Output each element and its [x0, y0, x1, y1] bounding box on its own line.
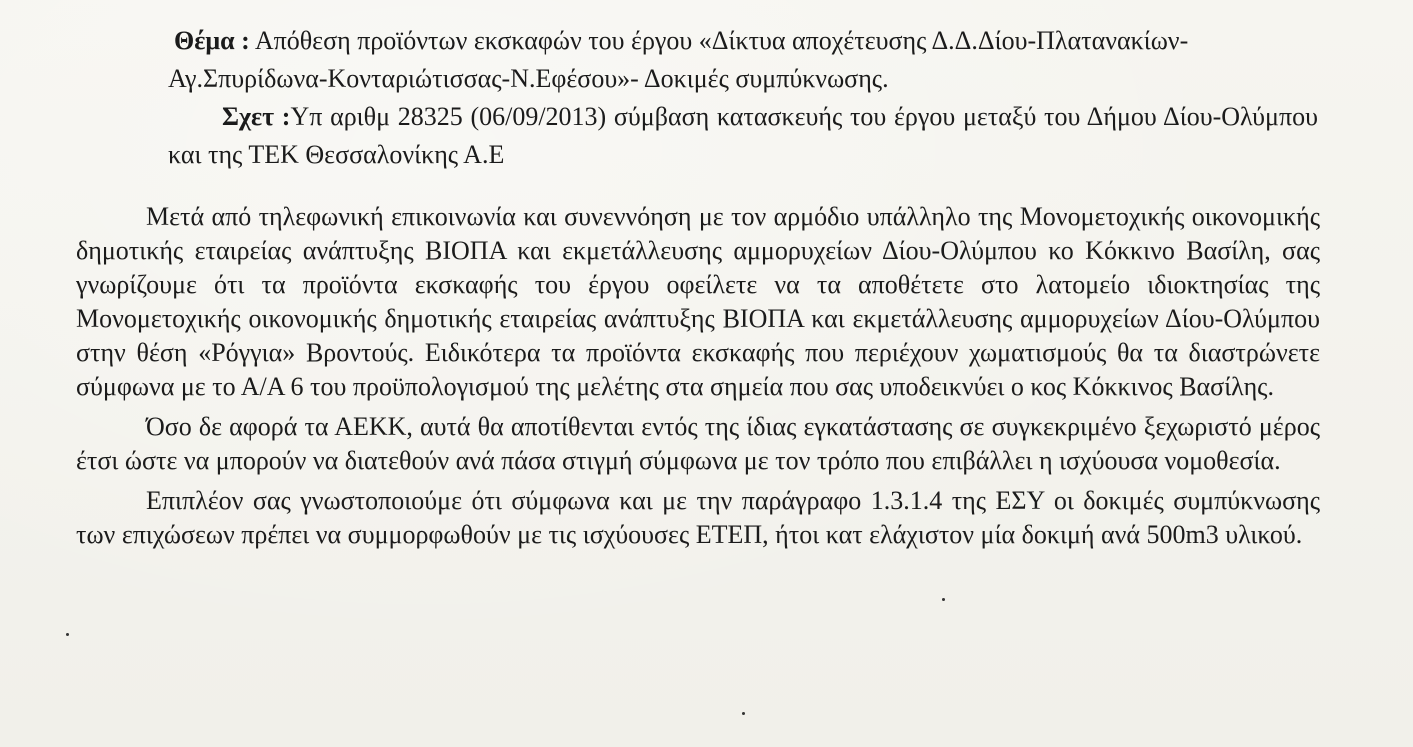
letter-body	[76, 200, 1320, 558]
subject-header	[168, 22, 1318, 174]
reference-label: Σχετ :	[222, 102, 291, 131]
subject-line	[168, 22, 1318, 98]
scan-speck	[66, 633, 69, 636]
body-paragraph-2: Όσο δε αφορά τα ΑΕΚΚ, αυτά θα αποτίθενται εντός της ίδιας εγκατάστασης σε συγκεκριμένο ξεχωριστό μέρος έτσι ώστε να μπορούν να διατεθούν ανά πάσα στιγμή σύμφωνα με τον τρόπο που επιβάλλει η ισχύουσα νομοθεσία.	[76, 412, 1320, 475]
scan-speck	[942, 598, 945, 601]
scan-speck	[742, 712, 745, 715]
subject-label: Θέμα :	[174, 26, 250, 55]
reference-line	[168, 98, 1318, 174]
reference-text: Υπ αριθμ 28325 (06/09/2013) σύμβαση κατασκευής του έργου μεταξύ του Δήμου Δίου-Ολύμπου και της ΤΕΚ Θεσσαλονίκης Α.Ε	[168, 102, 1318, 169]
body-paragraph-3: Επιπλέον σας γνωστοποιούμε ότι σύμφωνα και με την παράγραφο 1.3.1.4 της ΕΣΥ οι δοκιμές συμπύκνωσης των επιχώσεων πρέπει να συμμορφωθούν με τις ισχύουσες ΕΤΕΠ, ήτοι κατ ελάχιστον μία δοκιμή ανά 500m3 υλικού.	[76, 486, 1320, 549]
body-paragraph-1: Μετά από τηλεφωνική επικοινωνία και συνεννόηση με τον αρμόδιο υπάλληλο της Μονομετοχικής οικονομικής δημοτικής εταιρείας ανάπτυξης ΒΙΟΠΑ και εκμετάλλευσης αμμορυχείων Δίου-Ολύμπου κο Κόκκινο Βασίλη, σας γνωρίζουμε ότι τα προϊόντα εκσκαφής του έργου οφείλετε να τα αποθέτετε στο λατομείο ιδιοκτησίας της Μονομετοχικής οικονομικής δημοτικής εταιρείας ανάπτυξης ΒΙΟΠΑ και εκμετάλλευσης αμμορυχείων Δίου-Ολύμπου στην θέση «Ρόγγια» Βροντούς. Ειδικότερα τα προϊόντα εκσκαφής που περιέχουν χωματισμούς θα τα διαστρώνετε σύμφωνα με το Α/Α 6 του προϋπολογισμού της μελέτης στα σημεία που σας υποδεικνύει ο κος Κόκκινος Βασίλης.	[76, 202, 1320, 401]
subject-text: Απόθεση προϊόντων εκσκαφών του έργου «Δίκτυα αποχέτευσης Δ.Δ.Δίου-Πλατανακίων-Αγ.Σπυρίδωνα-Κονταριώτισσας-Ν.Εφέσου»- Δοκιμές συμπύκνωσης.	[168, 26, 1189, 93]
